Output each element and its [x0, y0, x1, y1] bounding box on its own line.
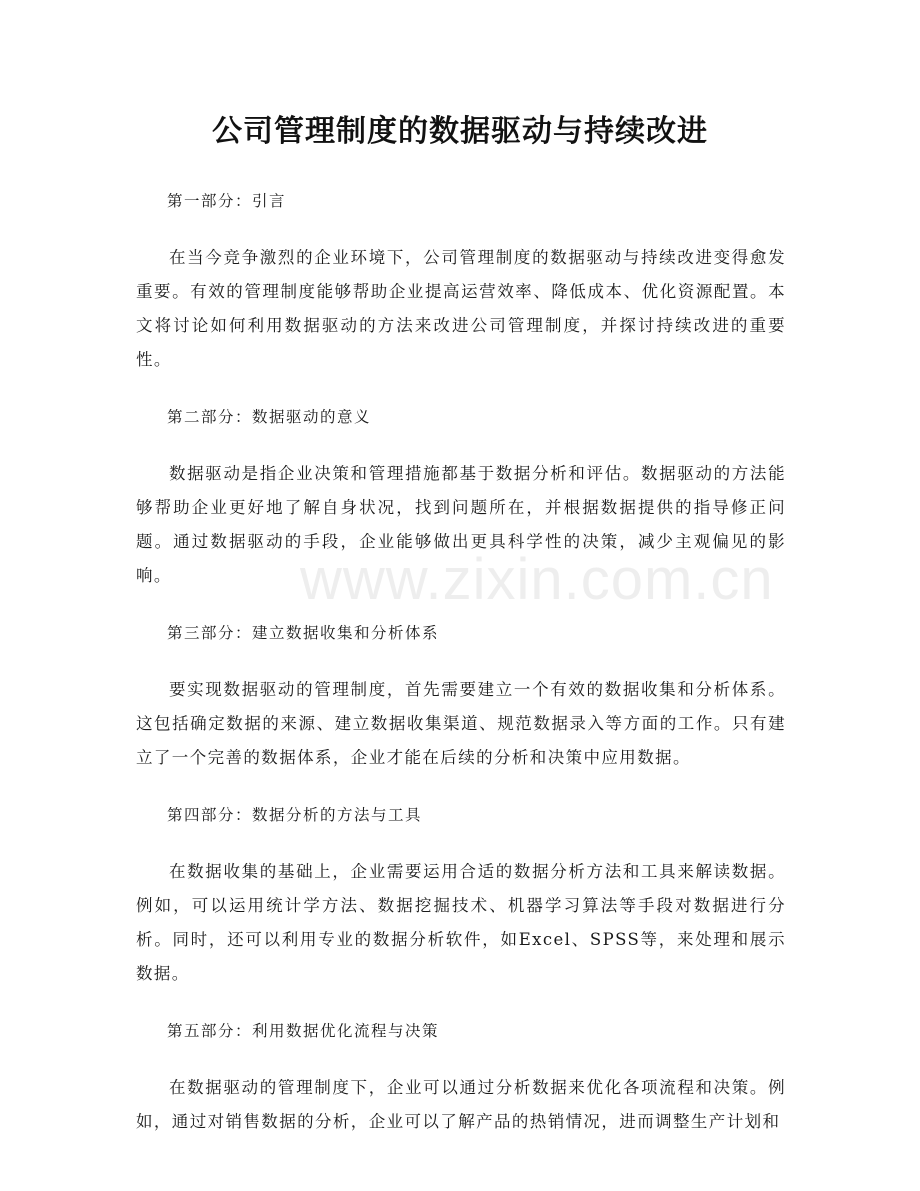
section-paragraph-4: 在数据收集的基础上，企业需要运用合适的数据分析方法和工具来解读数据。例如，可以运用统计学方法、数据挖掘技术、机器学习算法等手段对数据进行分析。同时，还可以利用专业的数据分析软件，如Excel、SPSS等，来处理和展示数据。 [136, 862, 786, 983]
document-title: 公司管理制度的数据驱动与持续改进 [212, 114, 708, 149]
section-paragraph-2: 数据驱动是指企业决策和管理措施都基于数据分析和评估。数据驱动的方法能够帮助企业更好地了解自身状况，找到问题所在，并根据数据提供的指导修正问题。通过数据驱动的手段，企业能够做出更具科学性的决策，减少主观偏见的影响。 [136, 464, 786, 585]
document-body [136, 184, 786, 1162]
section-paragraph-1: 在当今竞争激烈的企业环境下，公司管理制度的数据驱动与持续改进变得愈发重要。有效的管理制度能够帮助企业提高运营效率、降低成本、优化资源配置。本文将讨论如何利用数据驱动的方法来改进公司管理制度，并探讨持续改进的重要性。 [136, 248, 786, 369]
section-heading-3: 第三部分：建立数据收集和分析体系 [167, 624, 440, 642]
section-heading-5: 第五部分：利用数据优化流程与决策 [167, 1022, 440, 1040]
section-paragraph-3: 要实现数据驱动的管理制度，首先需要建立一个有效的数据收集和分析体系。这包括确定数据的来源、建立数据收集渠道、规范数据录入等方面的工作。只有建立了一个完善的数据体系，企业才能在后续的分析和决策中应用数据。 [136, 680, 786, 767]
watermark: www.zixin.com.cn [300, 547, 774, 612]
section-heading-4: 第四部分：数据分析的方法与工具 [167, 806, 423, 824]
section-heading-2: 第二部分：数据驱动的意义 [167, 408, 372, 426]
section-heading-1: 第一部分：引言 [167, 192, 287, 210]
section-paragraph-5: 在数据驱动的管理制度下，企业可以通过分析数据来优化各项流程和决策。例如，通过对销售数据的分析，企业可以了解产品的热销情况，进而调整生产计划和 [136, 1078, 786, 1131]
